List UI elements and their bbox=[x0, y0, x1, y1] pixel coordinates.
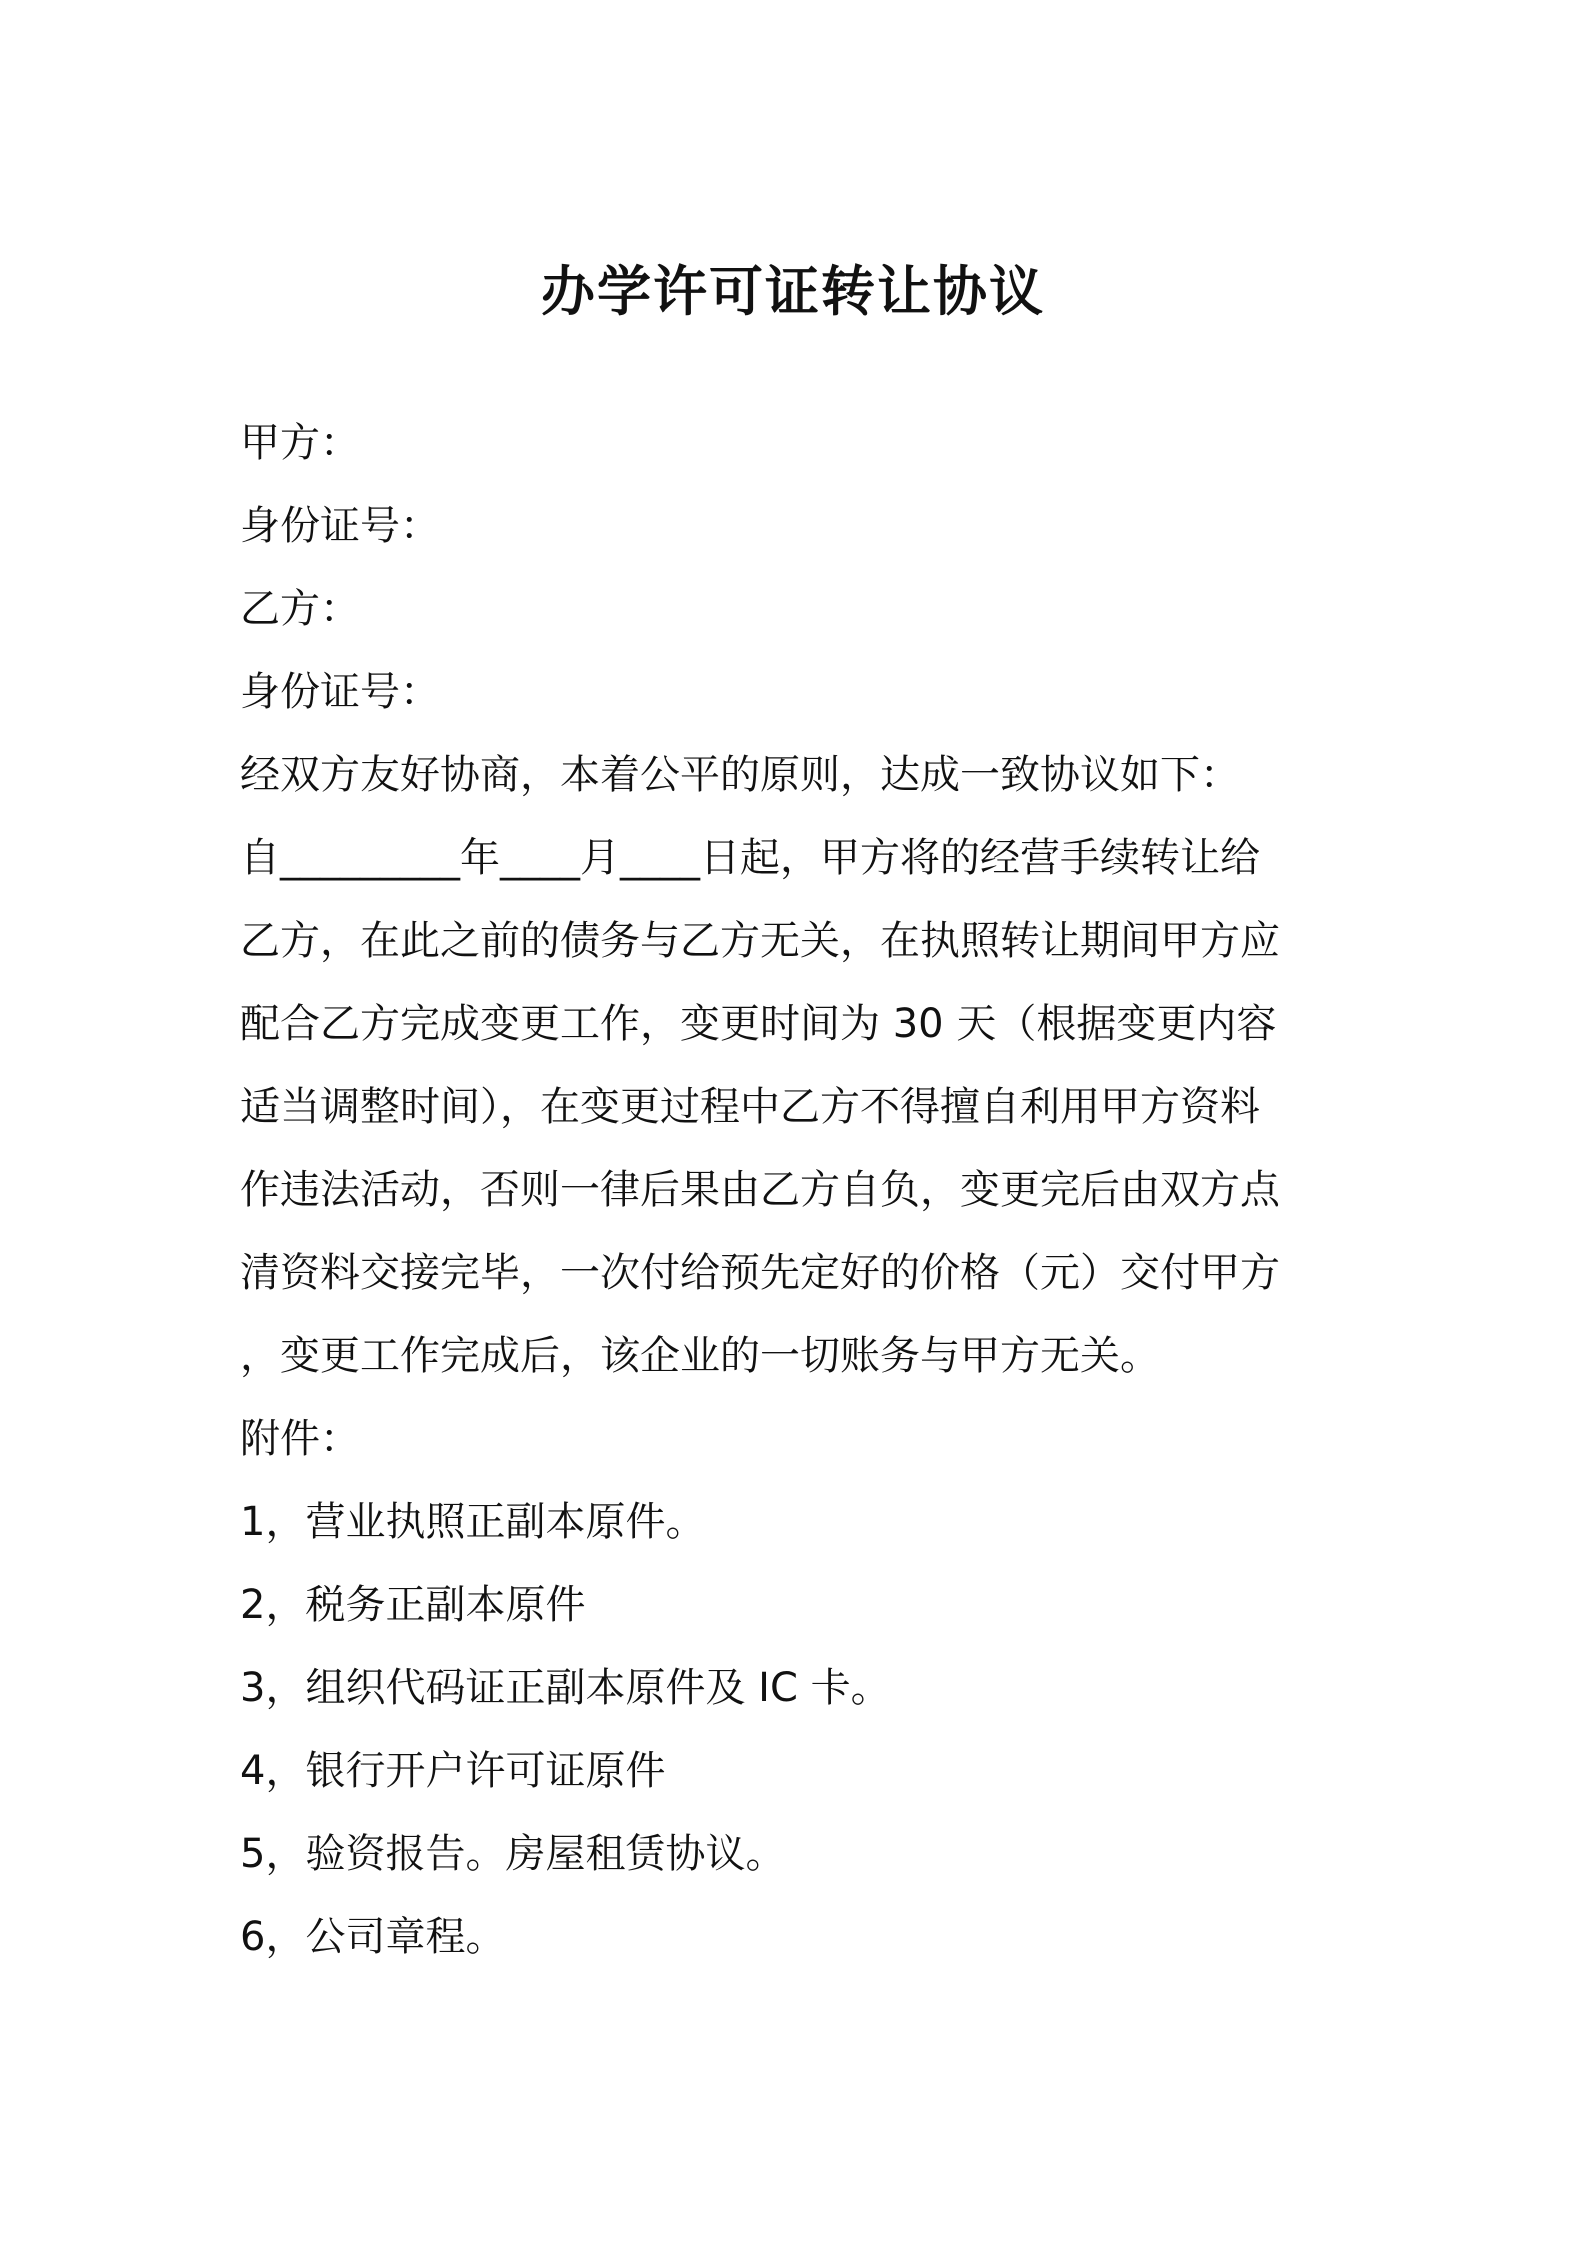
attachment-item: 4，银行开户许可证原件 bbox=[240, 1748, 666, 1794]
attachments-heading: 附件： bbox=[240, 1416, 360, 1462]
terms-line: 作违法活动，否则一律后果由乙方自负，变更完后由双方点 bbox=[240, 1167, 1280, 1213]
attachment-item: 6，公司章程。 bbox=[240, 1914, 506, 1960]
terms-line: 自_________年____月____日起，甲方将的经营手续转让给 bbox=[240, 835, 1260, 881]
party-a-id-label: 身份证号： bbox=[240, 503, 440, 549]
attachment-item: 1，营业执照正副本原件。 bbox=[240, 1499, 706, 1545]
terms-line: 清资料交接完毕，一次付给预先定好的价格（元）交付甲方 bbox=[240, 1250, 1280, 1296]
party-a-label: 甲方： bbox=[240, 420, 360, 466]
document-body bbox=[240, 402, 1360, 1979]
party-b-label: 乙方： bbox=[240, 586, 360, 632]
attachment-item: 3，组织代码证正副本原件及 IC 卡。 bbox=[240, 1665, 891, 1711]
attachment-item: 2，税务正副本原件 bbox=[240, 1582, 586, 1628]
attachment-item: 5，验资报告。房屋租赁协议。 bbox=[240, 1831, 786, 1877]
terms-line: ，变更工作完成后，该企业的一切账务与甲方无关。 bbox=[240, 1333, 1160, 1379]
terms-line: 适当调整时间），在变更过程中乙方不得擅自利用甲方资料 bbox=[240, 1084, 1260, 1130]
document-title: 办学许可证转让协议 bbox=[541, 260, 1045, 323]
preamble-text: 经双方友好协商，本着公平的原则，达成一致协议如下： bbox=[240, 752, 1240, 798]
terms-line: 配合乙方完成变更工作，变更时间为 30 天（根据变更内容 bbox=[240, 1001, 1277, 1047]
terms-line: 乙方，在此之前的债务与乙方无关，在执照转让期间甲方应 bbox=[240, 918, 1280, 964]
party-b-id-label: 身份证号： bbox=[240, 669, 440, 715]
